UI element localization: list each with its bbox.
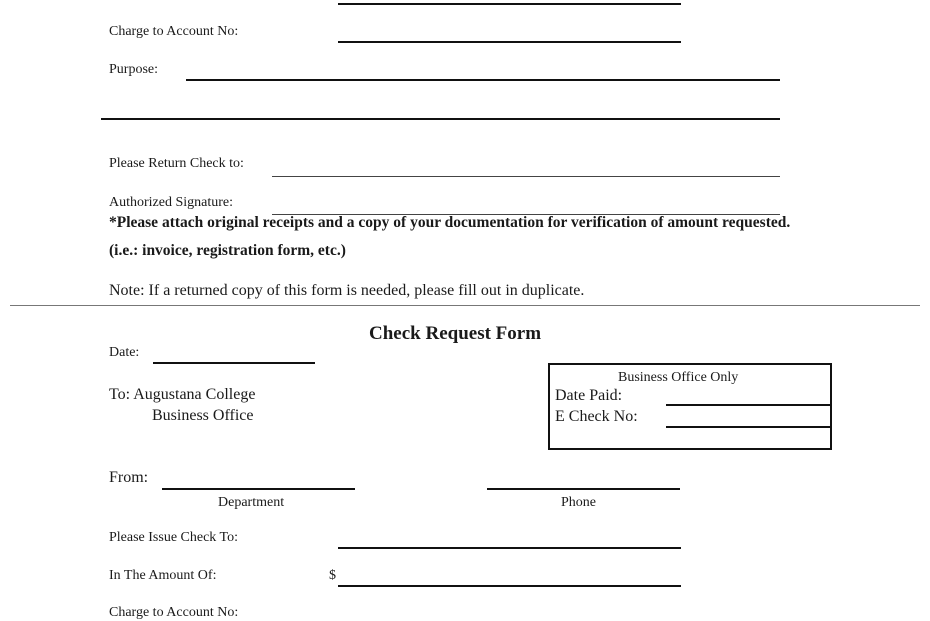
duplicate-note: Note: If a returned copy of this form is needed, please fill out in duplicate.: [109, 282, 585, 299]
authorized-signature-label: Authorized Signature:: [109, 195, 234, 210]
form-title: Check Request Form: [369, 323, 542, 344]
to-address-line1: To: Augustana College: [109, 386, 256, 403]
phone-label: Phone: [561, 495, 596, 510]
date-paid-label: Date Paid:: [555, 387, 623, 404]
purpose-field[interactable]: [186, 79, 780, 81]
issue-check-field[interactable]: [338, 547, 681, 549]
form-divider: [10, 305, 920, 306]
date-label: Date:: [109, 345, 140, 360]
business-office-box: [548, 363, 832, 450]
date-paid-field[interactable]: [666, 404, 830, 406]
check-no-field[interactable]: [666, 426, 830, 428]
charge-account-field[interactable]: [338, 41, 681, 43]
from-label: From:: [109, 469, 149, 486]
charge-account-label: Charge to Account No:: [109, 24, 239, 39]
currency-symbol: $: [329, 568, 336, 583]
date-field[interactable]: [153, 362, 315, 364]
attach-examples: (i.e.: invoice, registration form, etc.): [109, 242, 346, 259]
attach-notice: *Please attach original receipts and a copy of your documentation for verification of amount requested.: [109, 214, 791, 231]
issue-check-label: Please Issue Check To:: [109, 530, 239, 545]
return-check-field[interactable]: [272, 176, 780, 177]
amount-field[interactable]: [338, 585, 681, 587]
department-label: Department: [218, 495, 285, 510]
purpose-label: Purpose:: [109, 62, 158, 77]
amount-label: In The Amount Of:: [109, 568, 217, 583]
phone-field[interactable]: [487, 488, 680, 490]
to-address-line2: Business Office: [152, 407, 254, 424]
check-no-label: E Check No:: [555, 408, 638, 425]
charge-account-label-bottom: Charge to Account No:: [109, 605, 239, 620]
business-office-heading: Business Office Only: [618, 370, 739, 385]
return-check-label: Please Return Check to:: [109, 156, 244, 171]
previous-field-line[interactable]: [338, 3, 681, 5]
purpose-field-line-2[interactable]: [101, 118, 780, 120]
department-field[interactable]: [162, 488, 355, 490]
